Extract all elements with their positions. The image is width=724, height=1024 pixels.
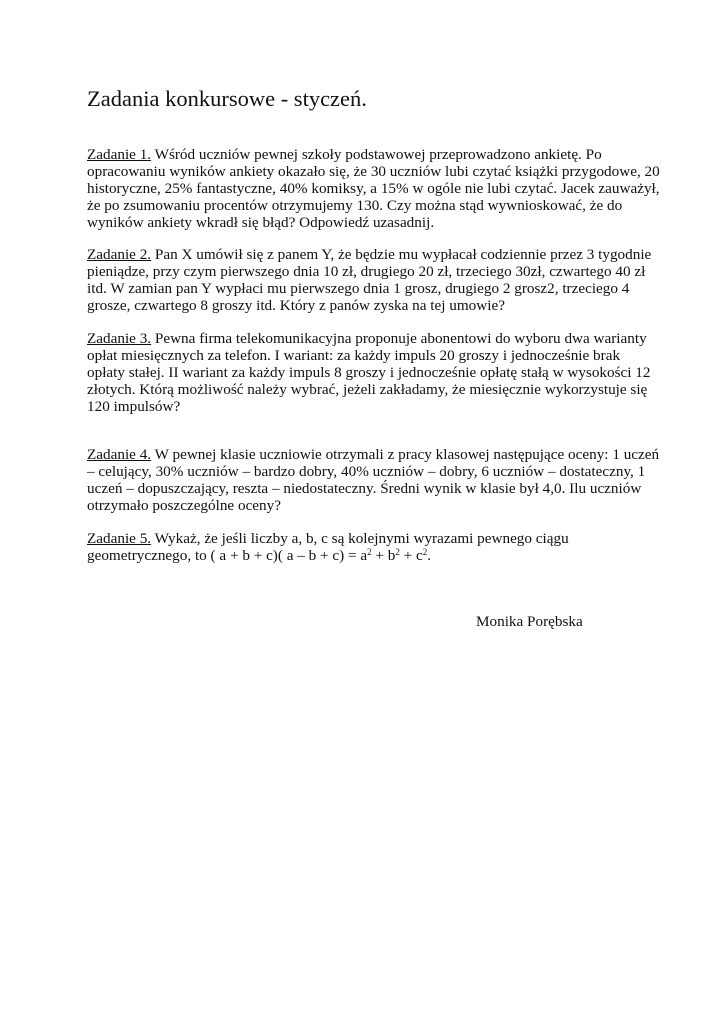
task-1-line-2: opracowaniu wyników ankiety okazało się, że 30 uczniów lubi czytać książki przygodowe, 20: [87, 163, 660, 180]
task-2-line-3: itd. W zamian pan Y wypłaci mu pierwszego dnia 1 grosz, drugiego 2 grosz2, trzeciego 4: [87, 280, 630, 297]
task-5-formula-line: [87, 547, 431, 564]
task-4-line-3: uczeń – dopuszczający, reszta – niedostateczny. Średni wynik w klasie był 4,0. Ilu uczniów: [87, 480, 642, 497]
formula-exponent-1: 2: [367, 547, 372, 557]
task-4-label: Zadanie 4.: [87, 446, 152, 463]
task-3-label: Zadanie 3.: [87, 330, 152, 347]
task-5-text: Wykaż, że jeśli liczby a, b, c są kolejnymi wyrazami pewnego ciągu: [151, 530, 569, 547]
task-2-line-4: grosze, czwartego 8 groszy itd. Który z panów zyska na tej umowie?: [87, 297, 505, 314]
task-1-label: Zadanie 1.: [87, 146, 152, 163]
author-signature: Monika Porębska: [476, 613, 583, 630]
formula-prefix: geometrycznego, to ( a + b + c)( a – b + c) = a: [87, 547, 368, 564]
task-4-line-4: otrzymało poszczególne oceny?: [87, 497, 281, 514]
task-2-line-1: [87, 246, 651, 263]
task-1-line-4: że po zsumowaniu procentów otrzymujemy 130. Czy można stąd wywnioskować, że do: [87, 197, 623, 214]
task-3-line-4: złotych. Którą możliwość należy wybrać, jeżeli zakładamy, że miesięcznie wykorzystuje się: [87, 381, 648, 398]
task-3-line-1: [87, 330, 647, 347]
task-5-label: Zadanie 5.: [87, 530, 152, 547]
task-2-text: Pan X umówił się z panem Y, że będzie mu wypłacał codziennie przez 3 tygodnie: [151, 246, 652, 263]
task-3-text: Pewna firma telekomunikacyjna proponuje abonentowi do wyboru dwa warianty: [151, 330, 647, 347]
formula-exponent-2: 2: [395, 547, 400, 557]
task-2-line-2: pieniądze, przy czym pierwszego dnia 10 zł, drugiego 20 zł, trzeciego 30zł, czwartego 40 zł: [87, 263, 646, 280]
task-1-text: Wśród uczniów pewnej szkoły podstawowej przeprowadzono ankietę. Po: [151, 146, 602, 163]
task-2-label: Zadanie 2.: [87, 246, 152, 263]
task-3-line-3: opłaty stałej. II wariant za każdy impuls 8 groszy i jednocześnie opłatę stałą w wysokości 12: [87, 364, 651, 381]
formula-suffix: .: [427, 547, 432, 564]
document-title: Zadania konkursowe - styczeń.: [87, 86, 367, 111]
formula-mid-2: + c: [399, 547, 423, 564]
task-4-text: W pewnej klasie uczniowie otrzymali z pracy klasowej następujące oceny: 1 uczeń: [151, 446, 660, 463]
task-5-line-1: [87, 530, 569, 547]
task-1-line-1: [87, 146, 602, 163]
task-4-line-1: [87, 446, 659, 463]
task-3-line-5: 120 impulsów?: [87, 398, 181, 415]
formula-exponent-3: 2: [422, 547, 428, 557]
task-4-line-2: – celujący, 30% uczniów – bardzo dobry, 40% uczniów – dobry, 6 uczniów – dostateczny, 1: [87, 463, 646, 480]
task-3-line-2: opłat miesięcznych za telefon. I wariant: za każdy impuls 20 groszy i jednocześnie brak: [87, 347, 621, 364]
task-1-line-3: historyczne, 25% fantastyczne, 40% komiksy, a 15% w ogóle nie lubi czytać. Jacek zauważył,: [87, 180, 660, 197]
formula-mid-1: + b: [371, 547, 396, 564]
task-1-line-5: wyników ankiety wkradł się błąd? Odpowiedź uzasadnij.: [87, 214, 435, 231]
